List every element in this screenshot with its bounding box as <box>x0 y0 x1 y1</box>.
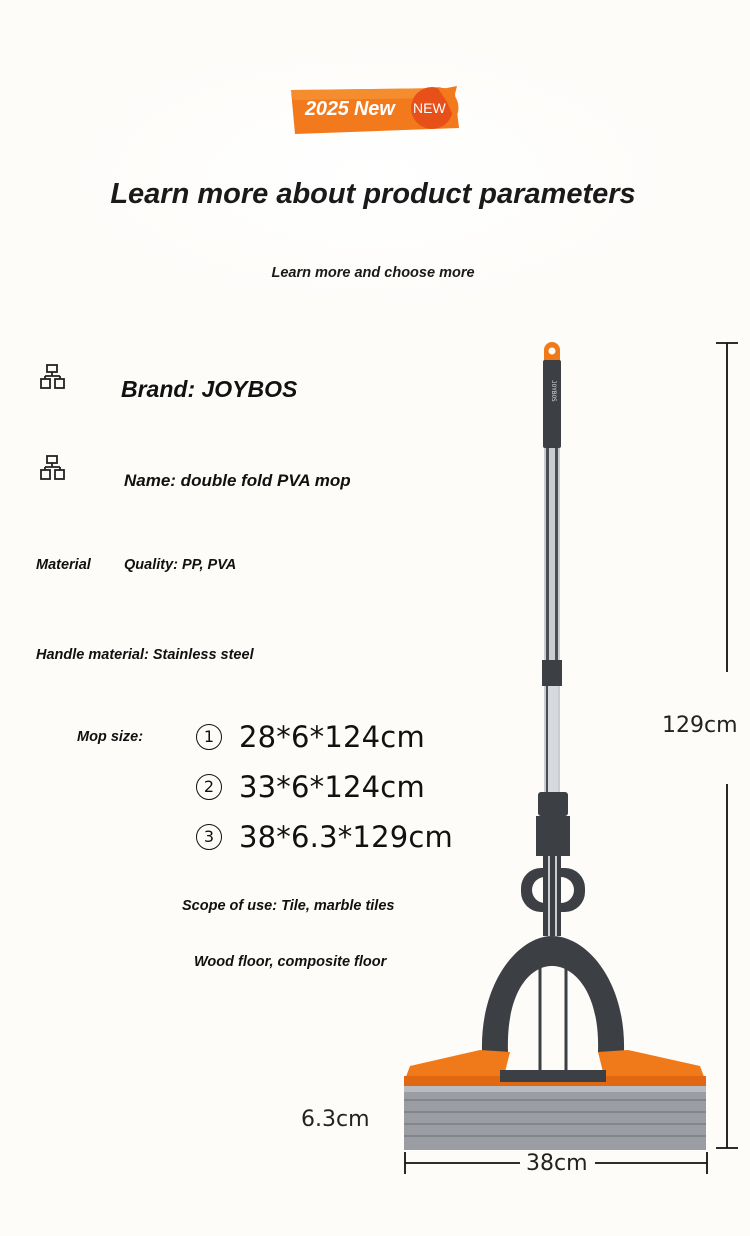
size-value: 28*6*124cm <box>239 720 425 754</box>
size-value: 33*6*124cm <box>239 770 425 804</box>
size-number: 2 <box>196 774 222 800</box>
grid-icon <box>40 364 66 390</box>
mop-size-label: Mop size: <box>77 729 144 745</box>
thickness-dimension: 6.3cm <box>301 1107 370 1132</box>
size-number: 1 <box>196 724 222 750</box>
scope-of-use: Scope of use: Tile, marble tiles <box>182 898 395 914</box>
badge-text: 2025 New <box>305 98 395 120</box>
size-value: 38*6.3*129cm <box>239 820 453 854</box>
brand-text: Brand: JOYBOS <box>121 376 298 402</box>
handle-material: Handle material: Stainless steel <box>36 647 254 663</box>
height-dimension: 129cm <box>662 713 738 738</box>
mop-image <box>390 330 750 1190</box>
svg-text:JOYBOS: JOYBOS <box>550 380 557 402</box>
grid-icon <box>40 455 66 481</box>
size-number: 3 <box>196 824 222 850</box>
material-label: Material <box>36 557 91 573</box>
name-text: Name: double fold PVA mop <box>124 471 351 490</box>
material-value: Quality: PP, PVA <box>124 557 237 573</box>
width-dimension: 38cm <box>526 1151 588 1176</box>
page-title: Learn more about product parameters <box>110 178 636 210</box>
badge-new-tag: NEW <box>413 100 446 116</box>
new-badge <box>287 84 463 138</box>
page-subtitle: Learn more and choose more <box>271 265 475 281</box>
scope-of-use-2: Wood floor, composite floor <box>194 954 387 970</box>
